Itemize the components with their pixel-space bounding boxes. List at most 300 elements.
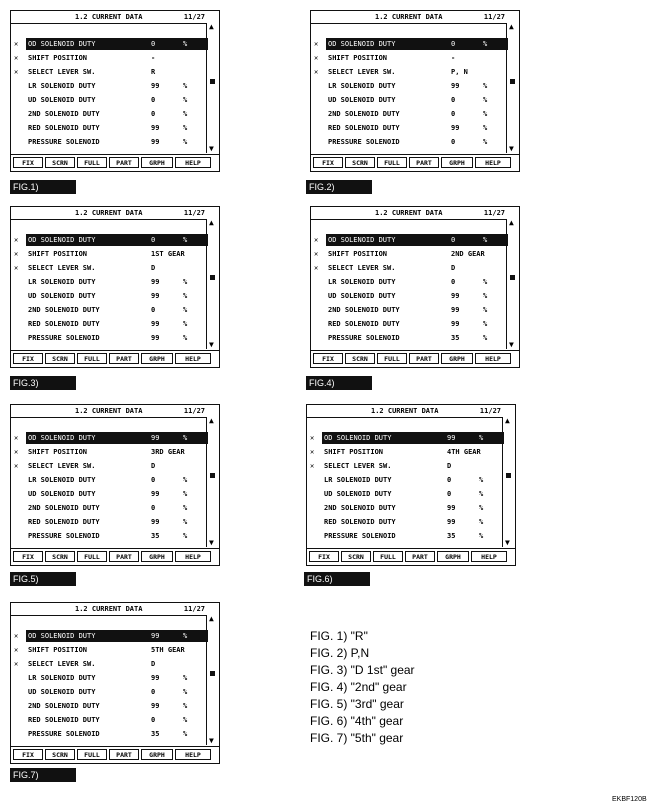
item-value: 99 [451,306,460,314]
scroll-down-icon[interactable]: ▼ [209,144,214,153]
item-unit: % [183,124,188,132]
item-value: 0 [451,110,456,118]
data-row[interactable] [11,699,205,713]
item-value: 1ST GEAR [151,250,185,258]
item-unit: % [183,702,188,710]
fkey-help-button[interactable]: HELP [175,749,211,760]
fkey-grph-button[interactable]: GRPH [141,749,173,760]
item-label: LR SOLENOID DUTY [328,82,396,90]
item-unit: % [479,504,484,512]
scroll-up-icon[interactable]: ▲ [209,416,214,425]
fkey-part-button[interactable]: PART [109,749,139,760]
function-key-bar [311,350,519,367]
fixed-marker-icon: ✕ [314,250,319,258]
scan-screen-fig7 [10,602,220,764]
data-row[interactable] [11,713,205,727]
data-row[interactable] [11,459,205,473]
item-label: UD SOLENOID DUTY [28,292,96,300]
scroll-up-icon[interactable]: ▲ [509,218,514,227]
scroll-thumb[interactable] [210,79,215,84]
item-value: 99 [451,82,460,90]
divider [11,219,207,220]
data-list [11,37,205,149]
data-row[interactable] [307,459,501,473]
page-indicator: 11/27 [483,13,505,21]
data-row[interactable] [11,121,205,135]
fkey-fix-button[interactable]: FIX [313,157,343,168]
data-row[interactable] [11,51,205,65]
fkey-grph-button[interactable]: GRPH [437,551,469,562]
item-unit: % [479,434,484,442]
fkey-fix-button[interactable]: FIX [13,157,43,168]
scan-screen-fig4 [310,206,520,368]
fkey-fix-button[interactable]: FIX [13,353,43,364]
item-value: P, N [451,68,468,76]
fkey-help-button[interactable]: HELP [475,157,511,168]
data-row[interactable] [311,261,505,275]
scroll-thumb[interactable] [510,275,515,280]
fig-caption: FIG.4) [306,376,372,390]
data-row[interactable] [11,93,205,107]
data-row[interactable] [11,629,205,643]
page-indicator: 11/27 [183,13,205,21]
item-value: 99 [451,320,460,328]
data-row[interactable] [11,487,205,501]
fixed-marker-icon: ✕ [14,264,19,272]
screen-header [307,405,501,417]
data-row[interactable] [11,515,205,529]
scroll-thumb[interactable] [210,473,215,478]
item-label: 2ND SOLENOID DUTY [28,504,100,512]
fkey-full-button[interactable]: FULL [377,157,407,168]
screen-header [311,207,505,219]
item-label: OD SOLENOID DUTY [28,434,96,442]
item-label: LR SOLENOID DUTY [324,476,392,484]
item-value: D [151,264,156,272]
item-unit: % [483,96,488,104]
fig-caption: FIG.5) [10,572,76,586]
item-unit: % [183,532,188,540]
fkey-fix-button[interactable]: FIX [13,749,43,760]
fixed-marker-icon: ✕ [14,448,19,456]
item-unit: % [483,40,488,48]
item-label: LR SOLENOID DUTY [328,278,396,286]
item-unit: % [183,110,188,118]
item-value: 99 [151,434,160,442]
data-row[interactable] [11,135,205,149]
item-value: 99 [151,278,160,286]
data-row[interactable] [11,275,205,289]
page-indicator: 11/27 [479,407,501,415]
item-label: RED SOLENOID DUTY [328,320,400,328]
item-label: 2ND SOLENOID DUTY [328,306,400,314]
item-unit: % [183,730,188,738]
legend-item: FIG. 3) "D 1st" gear [310,663,415,677]
data-row[interactable] [311,93,505,107]
item-label: PRESSURE SOLENOID [28,730,100,738]
item-label: 2ND SOLENOID DUTY [28,110,100,118]
figure-legend [310,628,415,747]
item-unit: % [183,674,188,682]
item-label: SHIFT POSITION [328,250,388,258]
item-label: RED SOLENOID DUTY [324,518,396,526]
item-unit: % [483,82,488,90]
fkey-grph-button[interactable]: GRPH [441,353,473,364]
fkey-part-button[interactable]: PART [405,551,435,562]
data-row[interactable] [307,487,501,501]
data-row[interactable] [11,445,205,459]
item-label: LR SOLENOID DUTY [28,674,96,682]
legend-item: FIG. 6) "4th" gear [310,714,404,728]
item-value: 0 [451,138,456,146]
fkey-help-button[interactable]: HELP [475,353,511,364]
item-unit: % [183,504,188,512]
data-row[interactable] [11,685,205,699]
item-label: SELECT LEVER SW. [28,68,96,76]
item-value: 35 [447,532,456,540]
item-unit: % [479,490,484,498]
fkey-scrn-button[interactable]: SCRN [345,353,375,364]
item-value: 0 [151,236,156,244]
screen-title: 1.2 CURRENT DATA [75,605,143,613]
item-label: OD SOLENOID DUTY [28,40,96,48]
item-label: 2ND SOLENOID DUTY [324,504,396,512]
item-value: 0 [451,40,456,48]
data-row[interactable] [11,529,205,543]
item-value: 99 [451,292,460,300]
function-key-bar [11,154,219,171]
item-value: 35 [151,730,160,738]
item-unit: % [183,278,188,286]
item-unit: % [183,236,188,244]
data-row[interactable] [307,501,501,515]
data-list [11,629,205,741]
item-value: 99 [151,82,160,90]
fkey-grph-button[interactable]: GRPH [441,157,473,168]
fkey-scrn-button[interactable]: SCRN [341,551,371,562]
data-row[interactable] [311,79,505,93]
data-row[interactable] [311,275,505,289]
item-value: 99 [151,632,160,640]
screen-header [11,207,205,219]
fixed-marker-icon: ✕ [14,236,19,244]
item-value: 0 [151,688,156,696]
fkey-full-button[interactable]: FULL [77,749,107,760]
item-label: SHIFT POSITION [28,54,88,62]
data-row[interactable] [11,727,205,741]
item-unit: % [483,320,488,328]
fkey-part-button[interactable]: PART [409,353,439,364]
fkey-grph-button[interactable]: GRPH [141,353,173,364]
scroll-thumb[interactable] [506,473,511,478]
data-list [311,233,505,345]
screen-header [311,11,505,23]
function-key-bar [11,746,219,763]
data-row[interactable] [11,65,205,79]
item-label: 2ND SOLENOID DUTY [28,702,100,710]
fixed-marker-icon: ✕ [14,54,19,62]
data-row[interactable] [11,107,205,121]
data-row[interactable] [311,247,505,261]
fkey-part-button[interactable]: PART [109,157,139,168]
fkey-full-button[interactable]: FULL [77,353,107,364]
fkey-full-button[interactable]: FULL [373,551,403,562]
fig-caption: FIG.3) [10,376,76,390]
data-row[interactable] [311,303,505,317]
data-row[interactable] [11,37,205,51]
legend-item: FIG. 5) "3rd" gear [310,697,404,711]
divider [311,23,507,24]
data-row[interactable] [311,107,505,121]
function-key-bar [11,548,219,565]
fixed-marker-icon: ✕ [14,40,19,48]
data-list [11,233,205,345]
item-unit: % [183,306,188,314]
item-value: 0 [451,96,456,104]
data-row[interactable] [307,515,501,529]
fkey-scrn-button[interactable]: SCRN [45,157,75,168]
scroll-down-icon[interactable]: ▼ [509,144,514,153]
divider [11,417,207,418]
fixed-marker-icon: ✕ [314,40,319,48]
item-unit: % [483,306,488,314]
scroll-thumb[interactable] [510,79,515,84]
fixed-marker-icon: ✕ [314,54,319,62]
screen-header [11,603,205,615]
data-row[interactable] [11,431,205,445]
data-row[interactable] [11,247,205,261]
function-key-bar [311,154,519,171]
screen-title: 1.2 CURRENT DATA [375,13,443,21]
fixed-marker-icon: ✕ [14,646,19,654]
item-value: D [447,462,452,470]
data-row[interactable] [311,233,505,247]
item-unit: % [183,292,188,300]
data-list [311,37,505,149]
item-unit: % [483,292,488,300]
data-row[interactable] [11,289,205,303]
fkey-scrn-button[interactable]: SCRN [345,157,375,168]
legend-item: FIG. 1) "R" [310,629,368,643]
item-value: 0 [451,236,456,244]
fkey-fix-button[interactable]: FIX [13,551,43,562]
item-unit: % [183,688,188,696]
data-row[interactable] [311,121,505,135]
data-row[interactable] [11,473,205,487]
data-list [11,431,205,543]
item-unit: % [183,320,188,328]
item-value: 99 [151,124,160,132]
data-row[interactable] [311,37,505,51]
item-label: UD SOLENOID DUTY [328,96,396,104]
fkey-grph-button[interactable]: GRPH [141,157,173,168]
item-value: 99 [451,124,460,132]
data-row[interactable] [11,79,205,93]
data-row[interactable] [311,65,505,79]
fig-caption: FIG.6) [304,572,370,586]
item-value: 0 [151,504,156,512]
data-row[interactable] [11,303,205,317]
item-label: 2ND SOLENOID DUTY [28,306,100,314]
item-label: OD SOLENOID DUTY [28,236,96,244]
item-label: OD SOLENOID DUTY [28,632,96,640]
item-value: 0 [447,490,452,498]
scroll-down-icon[interactable]: ▼ [209,736,214,745]
item-label: SHIFT POSITION [28,646,88,654]
item-value: R [151,68,156,76]
scroll-up-icon[interactable]: ▲ [209,614,214,623]
scroll-up-icon[interactable]: ▲ [209,22,214,31]
scroll-up-icon[interactable]: ▲ [509,22,514,31]
data-row[interactable] [11,233,205,247]
scroll-down-icon[interactable]: ▼ [209,538,214,547]
fkey-full-button[interactable]: FULL [77,551,107,562]
item-label: SHIFT POSITION [28,448,88,456]
fkey-help-button[interactable]: HELP [471,551,507,562]
scroll-up-icon[interactable]: ▲ [505,416,510,425]
item-value: 3RD GEAR [151,448,185,456]
item-value: D [151,462,156,470]
fixed-marker-icon: ✕ [14,250,19,258]
item-label: UD SOLENOID DUTY [28,490,96,498]
item-value: 99 [447,518,456,526]
data-row[interactable] [11,501,205,515]
fkey-scrn-button[interactable]: SCRN [45,551,75,562]
fixed-marker-icon: ✕ [314,236,319,244]
item-value: 0 [151,96,156,104]
item-unit: % [183,632,188,640]
data-row[interactable] [307,473,501,487]
item-value: 0 [151,716,156,724]
data-row[interactable] [11,671,205,685]
item-label: RED SOLENOID DUTY [28,716,100,724]
item-unit: % [183,476,188,484]
data-row[interactable] [11,643,205,657]
item-label: OD SOLENOID DUTY [328,40,396,48]
item-value: 4TH GEAR [447,448,481,456]
fkey-scrn-button[interactable]: SCRN [45,749,75,760]
item-label: SELECT LEVER SW. [28,462,96,470]
fixed-marker-icon: ✕ [314,264,319,272]
scroll-down-icon[interactable]: ▼ [505,538,510,547]
item-value: 35 [151,532,160,540]
item-value: 0 [151,306,156,314]
item-label: LR SOLENOID DUTY [28,476,96,484]
fkey-help-button[interactable]: HELP [175,157,211,168]
fkey-full-button[interactable]: FULL [377,353,407,364]
item-label: UD SOLENOID DUTY [28,96,96,104]
item-unit: % [183,518,188,526]
document-code: EKBF120B [612,796,647,803]
item-label: RED SOLENOID DUTY [28,320,100,328]
item-value: 0 [151,110,156,118]
item-label: SELECT LEVER SW. [28,660,96,668]
screen-title: 1.2 CURRENT DATA [75,407,143,415]
item-unit: % [183,490,188,498]
fig-caption: FIG.7) [10,768,76,782]
data-row[interactable] [311,331,505,345]
item-unit: % [479,476,484,484]
data-row[interactable] [11,657,205,671]
item-unit: % [183,334,188,342]
item-value: 0 [151,476,156,484]
fkey-part-button[interactable]: PART [409,157,439,168]
data-row[interactable] [311,51,505,65]
item-unit: % [483,138,488,146]
item-value: 0 [447,476,452,484]
item-label: LR SOLENOID DUTY [28,278,96,286]
fkey-full-button[interactable]: FULL [77,157,107,168]
legend-item: FIG. 2) P,N [310,646,370,660]
item-unit: % [183,716,188,724]
item-label: OD SOLENOID DUTY [324,434,392,442]
fkey-part-button[interactable]: PART [109,353,139,364]
item-value: - [451,54,456,62]
item-label: OD SOLENOID DUTY [328,236,396,244]
item-value: 0 [451,278,456,286]
data-row[interactable] [311,135,505,149]
scan-screen-fig6 [306,404,516,566]
divider [307,417,503,418]
data-row[interactable] [11,261,205,275]
item-value: D [451,264,456,272]
data-row[interactable] [11,331,205,345]
fixed-marker-icon: ✕ [14,68,19,76]
item-value: 5TH GEAR [151,646,185,654]
scroll-thumb[interactable] [210,671,215,676]
fkey-fix-button[interactable]: FIX [309,551,339,562]
scan-screen-fig1 [10,10,220,172]
item-label: UD SOLENOID DUTY [28,688,96,696]
data-row[interactable] [307,529,501,543]
screen-title: 1.2 CURRENT DATA [371,407,439,415]
scan-screen-fig2 [310,10,520,172]
item-value: 99 [151,518,160,526]
item-label: LR SOLENOID DUTY [28,82,96,90]
data-row[interactable] [11,317,205,331]
scroll-up-icon[interactable]: ▲ [209,218,214,227]
fixed-marker-icon: ✕ [310,434,315,442]
data-row[interactable] [311,289,505,303]
item-label: PRESSURE SOLENOID [28,334,100,342]
item-value: 99 [151,292,160,300]
item-unit: % [483,124,488,132]
page-indicator: 11/27 [483,209,505,217]
item-label: SHIFT POSITION [328,54,388,62]
function-key-bar [11,350,219,367]
data-row[interactable] [307,431,501,445]
data-row[interactable] [307,445,501,459]
fkey-part-button[interactable]: PART [109,551,139,562]
scroll-down-icon[interactable]: ▼ [509,340,514,349]
fkey-help-button[interactable]: HELP [175,551,211,562]
scroll-down-icon[interactable]: ▼ [209,340,214,349]
fkey-grph-button[interactable]: GRPH [141,551,173,562]
item-label: PRESSURE SOLENOID [28,138,100,146]
data-row[interactable] [311,317,505,331]
fkey-scrn-button[interactable]: SCRN [45,353,75,364]
screen-title: 1.2 CURRENT DATA [75,209,143,217]
item-value: 99 [447,434,456,442]
page-indicator: 11/27 [183,605,205,613]
item-value: 99 [151,138,160,146]
item-value: 99 [151,702,160,710]
fkey-help-button[interactable]: HELP [175,353,211,364]
scan-screen-fig3 [10,206,220,368]
fkey-fix-button[interactable]: FIX [313,353,343,364]
scroll-thumb[interactable] [210,275,215,280]
item-label: SELECT LEVER SW. [328,68,396,76]
